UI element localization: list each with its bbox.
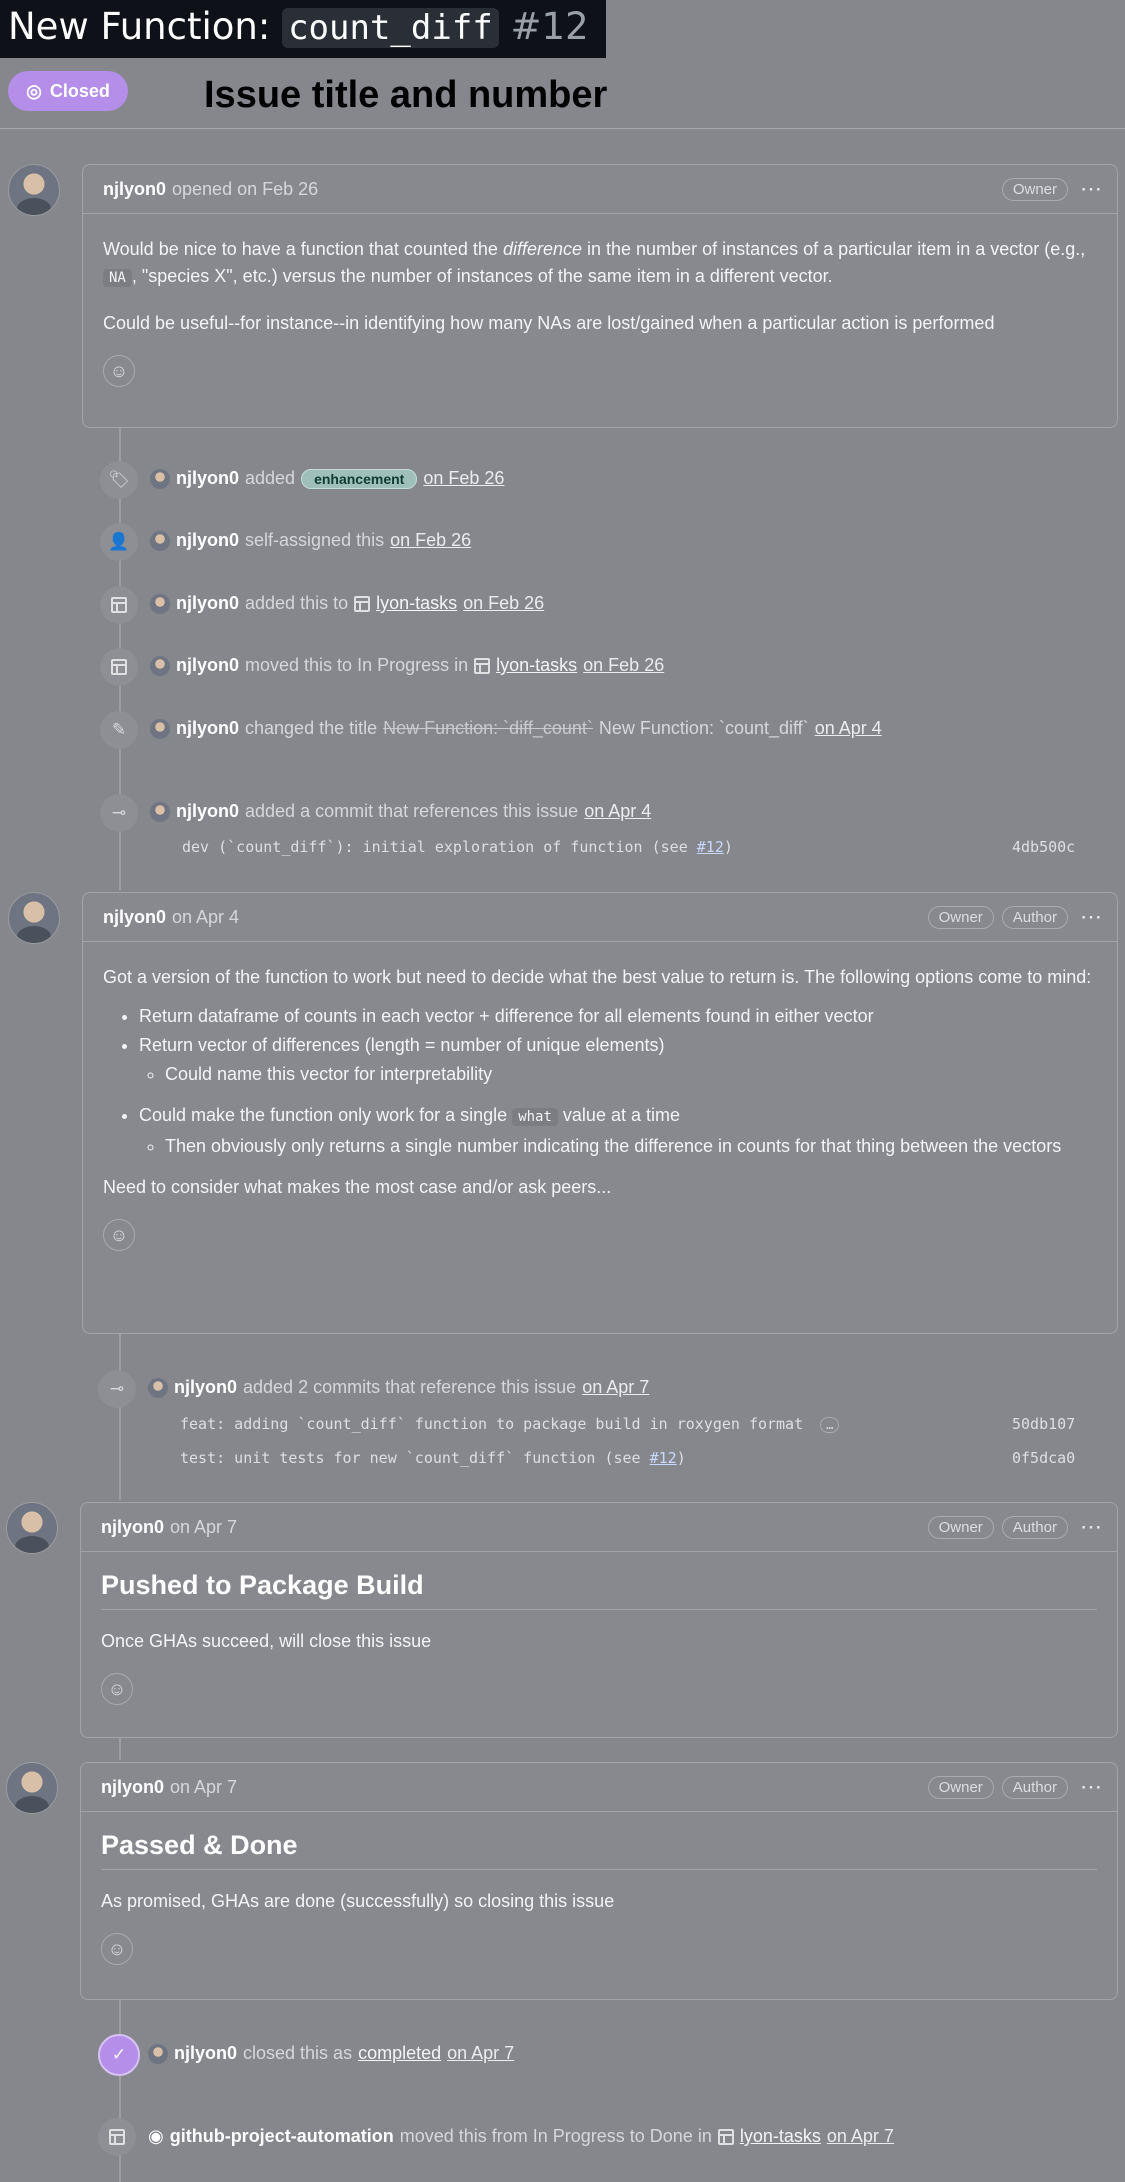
- comment-paragraph: As promised, GHAs are done (successfully) so closing this issue: [101, 1891, 615, 1911]
- commit-sha[interactable]: 4db500c: [1012, 838, 1076, 856]
- avatar[interactable]: [8, 892, 60, 944]
- event-commits: njlyon0 added 2 commits that reference this issue on Apr 7: [148, 1377, 649, 1398]
- commit-icon: ⊸: [98, 1370, 136, 1408]
- comment-header: [81, 1763, 1117, 1812]
- event-closed: njlyon0 closed this as completed on Apr 7: [148, 2043, 514, 2064]
- avatar[interactable]: [150, 531, 170, 551]
- table-icon: [98, 2118, 136, 2156]
- project-icon: [718, 2129, 734, 2145]
- timeline-line: [119, 1738, 121, 1760]
- more-options-icon[interactable]: ⋯: [1080, 904, 1103, 929]
- comment-timestamp[interactable]: opened on Feb 26: [172, 178, 319, 199]
- avatar[interactable]: [150, 802, 170, 822]
- more-options-icon[interactable]: ⋯: [1080, 1514, 1103, 1539]
- project-icon: [354, 596, 370, 612]
- avatar[interactable]: [150, 594, 170, 614]
- commit-icon: ⊸: [100, 794, 138, 832]
- avatar[interactable]: [150, 656, 170, 676]
- commit-sha[interactable]: 50db107: [1012, 1415, 1076, 1433]
- comment-paragraph: Need to consider what makes the most case and/or ask peers...: [103, 1177, 612, 1197]
- comment-header: [81, 1503, 1117, 1552]
- avatar[interactable]: [6, 1502, 58, 1554]
- commit-message[interactable]: feat: adding `count_diff` function to package build in roxygen format …: [180, 1415, 839, 1433]
- commit-sha[interactable]: 0f5dca0: [1012, 1449, 1076, 1467]
- pencil-icon: ✎: [100, 711, 138, 749]
- comment-heading: Passed & Done: [101, 1832, 1097, 1870]
- comment-body: [83, 942, 1117, 1265]
- project-icon: [474, 658, 490, 674]
- list-item: • Could make the function only work for a single what value at a time ◦ Then obviously only returns a single number indicating the difference in counts for that thing between the vectors: [139, 1102, 1097, 1160]
- comment-paragraph: Got a version of the function to work but need to decide what the best value to return is. The following options come to mind:: [103, 967, 1092, 987]
- old-title: New Function: `diff_count`: [383, 718, 593, 738]
- table-icon: [100, 648, 138, 686]
- title-prefix: New Function:: [8, 5, 283, 48]
- list-item: ◦ Could name this vector for interpretability: [165, 1061, 1097, 1088]
- author-badge: Author: [1002, 1776, 1068, 1799]
- check-circle-icon: ◎: [26, 80, 42, 101]
- comment-body: [81, 1552, 1117, 1719]
- person-icon: 👤: [100, 523, 138, 561]
- event-project-moved: njlyon0 moved this to In Progress in lyon-tasks on Feb 26: [150, 655, 664, 676]
- table-icon: [100, 586, 138, 624]
- more-options-icon[interactable]: ⋯: [1080, 176, 1103, 201]
- comment-body: [83, 214, 1117, 401]
- more-options-icon[interactable]: ⋯: [1080, 1774, 1103, 1799]
- check-circle-icon: ✓: [98, 2034, 140, 2076]
- comment-card: [80, 1502, 1118, 1738]
- avatar[interactable]: [6, 1762, 58, 1814]
- label-enhancement[interactable]: enhancement: [301, 469, 417, 489]
- comment-header: [83, 165, 1117, 214]
- comment-author[interactable]: njlyon0: [101, 1516, 165, 1537]
- avatar[interactable]: [8, 164, 60, 216]
- comment-author[interactable]: njlyon0: [103, 178, 167, 199]
- avatar[interactable]: [150, 469, 170, 489]
- divider: [0, 128, 1125, 129]
- list-item: ◦ Then obviously only returns a single number indicating the difference in counts for that thing between the vectors: [165, 1133, 1097, 1160]
- add-reaction-icon[interactable]: ☺: [103, 355, 135, 387]
- comment-card: [82, 892, 1118, 1334]
- event-renamed: njlyon0 changed the title New Function: `diff_count` New Function: `count_diff` on Apr 4: [150, 718, 882, 739]
- comment-timestamp[interactable]: on Apr 7: [170, 1516, 238, 1537]
- options-list: [103, 1003, 1097, 1160]
- event-project-added: njlyon0 added this to lyon-tasks on Feb 26: [150, 593, 544, 614]
- add-reaction-icon[interactable]: ☺: [101, 1673, 133, 1705]
- issue-number: #12: [510, 5, 589, 48]
- new-title: New Function: `count_diff`: [598, 718, 809, 738]
- comment-author[interactable]: njlyon0: [103, 906, 167, 927]
- commit-message[interactable]: test: unit tests for new `count_diff` function (see #12): [180, 1449, 686, 1467]
- commit-message[interactable]: dev (`count_diff`): initial exploration of function (see #12): [182, 838, 733, 856]
- owner-badge: Owner: [1002, 178, 1068, 201]
- annotation-label: Issue title and number: [204, 74, 608, 116]
- list-item: • Return vector of differences (length = number of unique elements) ◦ Could name this vector for interpretability: [139, 1032, 1097, 1088]
- issue-title: [0, 0, 606, 58]
- owner-badge: Owner: [928, 1516, 994, 1539]
- event-assigned: njlyon0 self-assigned this on Feb 26: [150, 530, 471, 551]
- owner-badge: Owner: [928, 906, 994, 929]
- author-badge: Author: [1002, 1516, 1068, 1539]
- event-label-added: njlyon0 added enhancement on Feb 26: [150, 468, 504, 489]
- timeline-line: [119, 1334, 121, 1500]
- title-code: count_diff: [282, 8, 499, 48]
- event-commit: njlyon0 added a commit that references this issue on Apr 4: [150, 801, 651, 822]
- comment-timestamp[interactable]: on Apr 4: [172, 906, 240, 927]
- avatar[interactable]: [150, 719, 170, 739]
- comment-card: [82, 164, 1118, 428]
- owner-badge: Owner: [928, 1776, 994, 1799]
- add-reaction-icon[interactable]: ☺: [101, 1933, 133, 1965]
- comment-heading: Pushed to Package Build: [101, 1572, 1097, 1610]
- comment-header: [83, 893, 1117, 942]
- expand-commit-button[interactable]: …: [820, 1417, 839, 1433]
- event-automation: ◉ github-project-automation moved this from In Progress to Done in lyon-tasks on Apr 7: [148, 2126, 894, 2146]
- list-item: • Return dataframe of counts in each vector + difference for all elements found in either vector: [139, 1003, 1097, 1030]
- add-reaction-icon[interactable]: ☺: [103, 1219, 135, 1251]
- comment-paragraph: Once GHAs succeed, will close this issue: [101, 1631, 432, 1651]
- status-label: Closed: [49, 80, 110, 101]
- close-reason[interactable]: completed: [358, 2043, 442, 2063]
- tag-icon: 🏷: [100, 461, 138, 499]
- avatar[interactable]: [148, 2044, 168, 2064]
- avatar[interactable]: [148, 1378, 168, 1398]
- status-badge: [8, 71, 128, 111]
- comment-body: [81, 1812, 1117, 1979]
- comment-card: [80, 1762, 1118, 2000]
- comment-author[interactable]: njlyon0: [101, 1776, 165, 1797]
- github-icon: ◉: [148, 2126, 164, 2146]
- author-badge: Author: [1002, 906, 1068, 929]
- comment-timestamp[interactable]: on Apr 7: [170, 1776, 238, 1797]
- comment-paragraph: Could be useful--for instance--in identifying how many NAs are lost/gained when a particular action is performed: [103, 313, 995, 333]
- comment-paragraph: Would be nice to have a function that counted the difference in the number of instances of a particular item in a vector (e.g., NA , "species X", etc.) versus the number of instances of the same item in a different vector.: [103, 239, 1086, 286]
